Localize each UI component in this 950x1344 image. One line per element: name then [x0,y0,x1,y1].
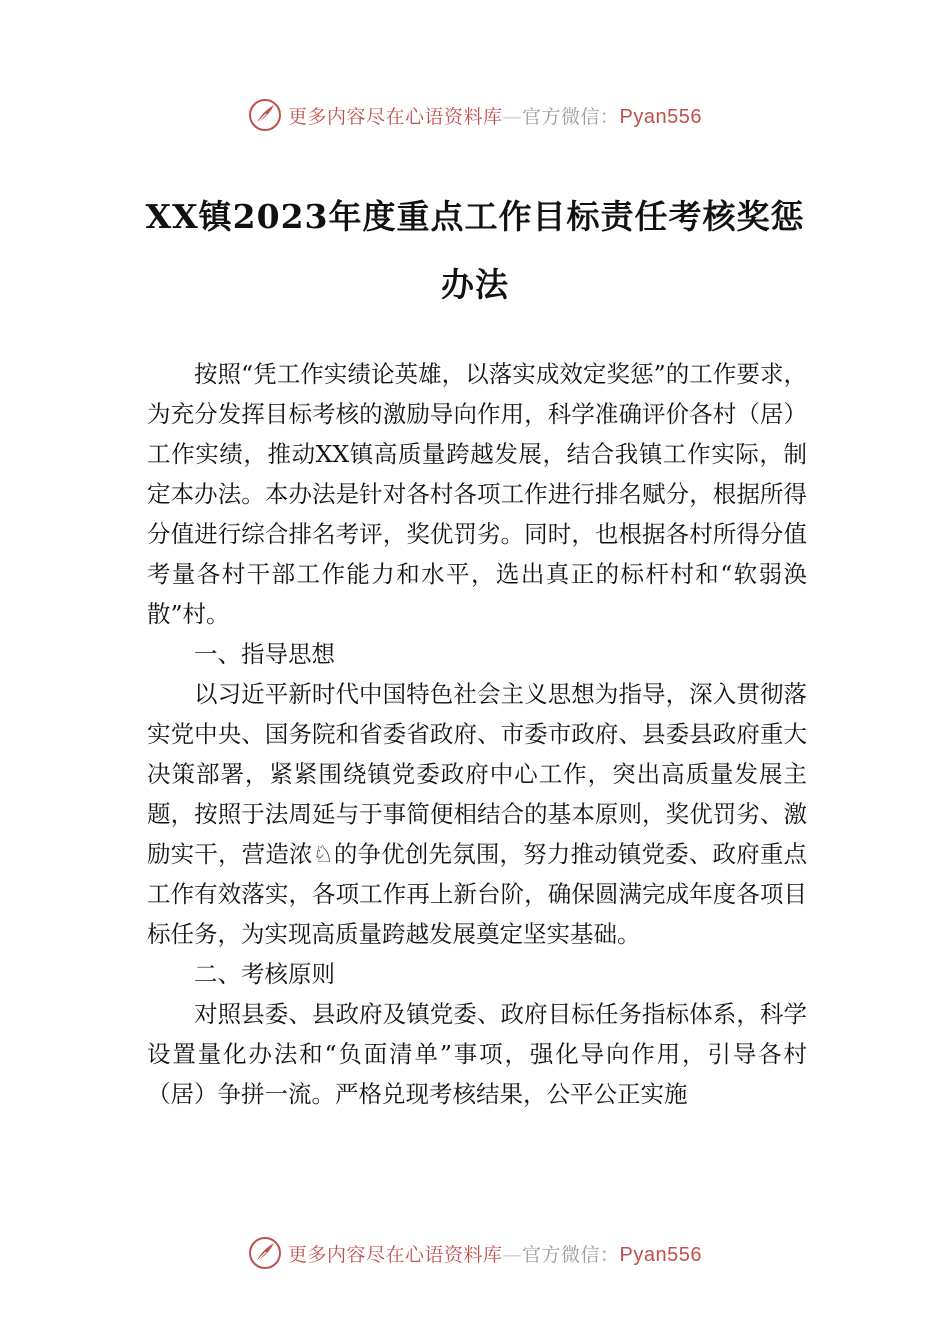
header-banner-text [288,102,702,129]
header-banner-wechat-id: Pyan556 [619,105,702,128]
header-banner-wechat-label: 官方微信： [522,105,620,128]
footer-banner [0,1233,950,1273]
header-banner-slogan: 更多内容尽在心语资料库 [288,105,503,128]
section-heading-assessment-principles: 二、考核原则 [194,960,335,988]
assessment-principles-paragraph: 对照县委、县政府及镇党委、政府目标任务指标体系，科学设置量化办法和“负面清单”事项，强化导向作用，引导各村（居）争拼一流。严格兑现考核结果，公平公正实施 [147,1000,807,1108]
section-heading-guiding-ideology: 一、指导思想 [194,640,335,668]
quill-logo-icon [248,98,282,132]
document-title: XX镇2023年度重点工作目标责任考核奖惩办法 [145,197,805,304]
footer-banner-text [288,1240,702,1267]
guiding-ideology-paragraph: 以习近平新时代中国特色社会主义思想为指导，深入贯彻落实党中央、国务院和省委省政府、市委市政府、县委县政府重大决策部署，紧紧围绕镇党委政府中心工作，突出高质量发展主题，按照于法周延与于事简便相结合的基本原则，奖优罚劣、激励实干，营造浓♘的争优创先氛围，努力推动镇党委、政府重点工作有效落实，各项工作再上新台阶，确保圆满完成年度各项目标任务，为实现高质量跨越发展奠定坚实基础。 [147,680,807,948]
quill-logo-icon [248,1236,282,1270]
intro-paragraph: 按照“凭工作实绩论英雄，以落实成效定奖惩”的工作要求，为充分发挥目标考核的激励导向作用，科学准确评价各村（居）工作实绩，推动XX镇高质量跨越发展，结合我镇工作实际，制定本办法。本办法是针对各村各项工作进行排名赋分，根据所得分值进行综合排名考评，奖优罚劣。同时，也根据各村所得分值考量各村干部工作能力和水平，选出真正的标杆村和“软弱涣散”村。 [147,360,807,628]
document-body [147,354,807,1114]
footer-banner-slogan: 更多内容尽在心语资料库 [288,1243,503,1266]
footer-banner-wechat-id: Pyan556 [619,1243,702,1266]
header-banner [0,95,950,135]
footer-banner-wechat-label: 官方微信： [522,1243,620,1266]
header-banner-dash: — [502,105,523,128]
footer-banner-dash: — [502,1243,523,1266]
